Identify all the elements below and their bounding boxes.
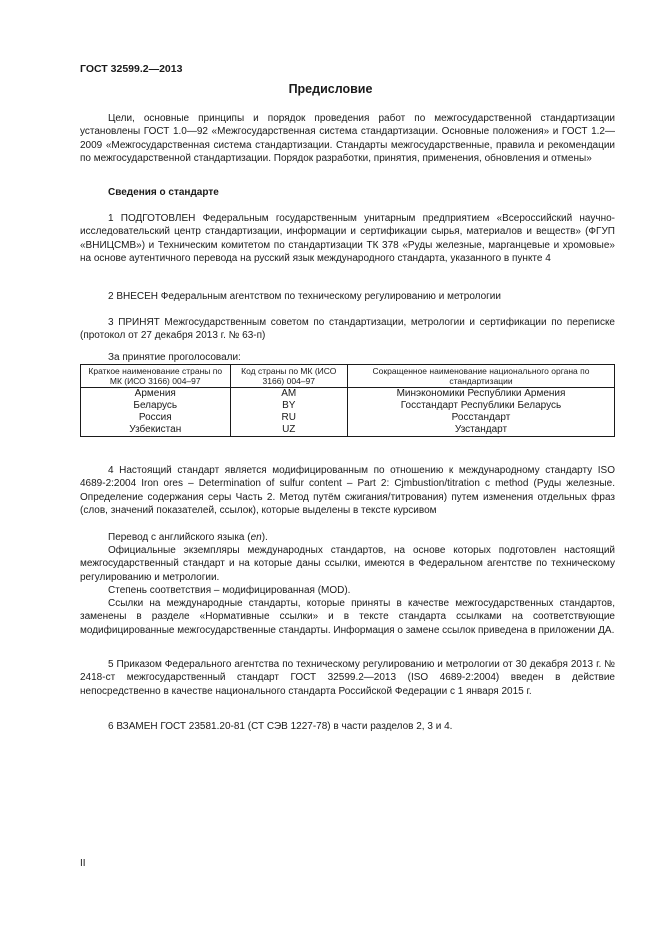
- code-cell: AM: [230, 388, 347, 401]
- info-heading: Сведения о стандарте: [108, 187, 219, 198]
- item-3-paragraph: 3 ПРИНЯТ Межгосударственным советом по стандартизации, метрологии и сертификации по переписке (протокол от 27 декабря 2013 г. № 63-п): [80, 317, 615, 342]
- official-copies-paragraph: Официальные экземпляры международных стандартов, на основе которых подготовлен настоящий межгосударственный стандарт и на которые даны ссылки, имеются в Федеральном агентстве по техническому регулированию и метрологии.: [80, 545, 615, 583]
- translation-language: en: [250, 532, 262, 543]
- item-1-paragraph: 1 ПОДГОТОВЛЕН Федеральным государственным унитарным предприятием «Всероссийский научно-исследовательский центр стандартизации, информации и сертификации сырья, материалов и веществ» (ФГУП «ВНИЦСМВ») и Техническим комитетом по стандартизации ТК 378 «Руды железные, марганцевые и хромовые» на основе аутентичного перевода на русский язык международного стандарта, указанного в пункте 4: [80, 213, 615, 265]
- intro-paragraph: Цели, основные принципы и порядок проведения работ по межгосударственной стандартизации установлены ГОСТ 1.0—92 «Межгосударственная система стандартизации. Основные положения» и ГОСТ 1.2—2009 «Межгосударственная система стандартизации. Стандарты межгосударственные, правила и рекомендации по межгосударственной стандартизации. Порядок разработки, принятия, применения, обновления и отмены»: [80, 113, 615, 165]
- code-cell: UZ: [230, 424, 347, 437]
- column-header-body: Сокращенное наименование национального органа по стандартизации: [347, 365, 614, 388]
- table-row: [81, 400, 615, 412]
- country-cell: Армения: [81, 388, 231, 401]
- body-cell: Росстандарт: [347, 412, 614, 424]
- vote-table-header-row: [81, 365, 615, 388]
- vote-table: [80, 364, 615, 437]
- translation-suffix: ).: [261, 532, 268, 543]
- item-4-paragraph: 4 Настоящий стандарт является модифицированным по отношению к международному стандарту ISO 4689-2:2004 Iron ores – Determination of sulfur content – Part 2: Cjmbustion/titration c method (Руды железные. Определение содержания серы Часть 2. Метод путём сжигания/титрования) путем изменения отдельных фраз (слов, значений показателей, ссылок), которые выделены в тексте курсивом: [80, 465, 615, 517]
- references-paragraph: Ссылки на международные стандарты, которые приняты в качестве межгосударственных стандартов, заменены в разделе «Нормативные ссылки» и в тексте стандарта ссылками на соответствующие модифицированные межгосударственные стандарты. Информация о замене ссылок приведена в приложении ДА.: [80, 598, 615, 636]
- code-cell: RU: [230, 412, 347, 424]
- item-2-paragraph: 2 ВНЕСЕН Федеральным агентством по техническому регулированию и метрологии: [108, 291, 501, 302]
- column-header-country: Краткое наименование страны по МК (ИСО 3166) 004–97: [81, 365, 231, 388]
- translation-note: [80, 531, 615, 544]
- table-row: [81, 424, 615, 437]
- table-row: [81, 412, 615, 424]
- body-cell: Госстандарт Республики Беларусь: [347, 400, 614, 412]
- country-cell: Россия: [81, 412, 231, 424]
- translation-prefix: Перевод с английского языка (: [108, 532, 251, 543]
- country-cell: Узбекистан: [81, 424, 231, 437]
- code-cell: BY: [230, 400, 347, 412]
- document-code: ГОСТ 32599.2—2013: [80, 63, 183, 75]
- table-row: [81, 388, 615, 401]
- country-cell: Беларусь: [81, 400, 231, 412]
- page-number: II: [80, 858, 86, 869]
- item-6-paragraph: 6 ВЗАМЕН ГОСТ 23581.20-81 (СТ СЭВ 1227-78) в части разделов 2, 3 и 4.: [108, 721, 453, 732]
- page-title: Предисловие: [288, 82, 373, 96]
- column-header-code: Код страны по МК (ИСО 3166) 004–97: [230, 365, 347, 388]
- body-cell: Минэкономики Республики Армения: [347, 388, 614, 401]
- vote-caption: За принятие проголосовали:: [108, 352, 241, 363]
- conformity-degree: Степень соответствия – модифицированная (MOD).: [108, 585, 351, 596]
- body-cell: Узстандарт: [347, 424, 614, 437]
- item-5-paragraph: 5 Приказом Федерального агентства по техническому регулированию и метрологии от 30 декабря 2013 г. № 2418-ст межгосударственный стандарт ГОСТ 32599.2—2013 (ISO 4689-2:2004) введен в действие непосредственно в качестве национального стандарта Российской Федерации с 1 января 2015 г.: [80, 659, 615, 697]
